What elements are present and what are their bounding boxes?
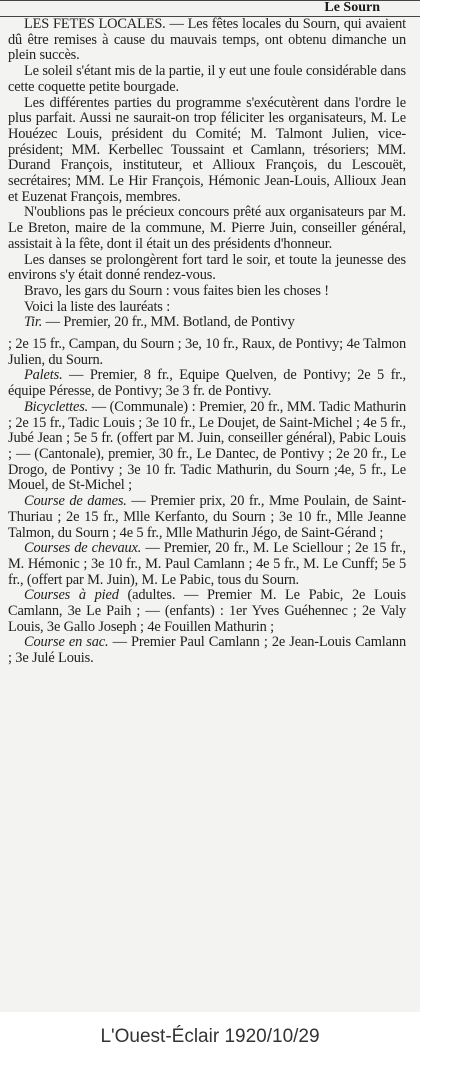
prize-chevaux: Courses de chevaux. — Premier, 20 fr., M. Le Sciellour ; 2e 15 fr., M. Hémonic ; 3e 10 fr., M. Paul Camlann ; 4e 5 fr., M. Le Cunff; 5e 5 fr., (offert par M. Juin), M. Le Pabic, tous du Sourn.	[8, 540, 406, 588]
paragraph: Les danses se prolongèrent fort tard le soir, et toute la jeunesse des environs s'y était donné rendez-vous.	[8, 251, 406, 284]
paragraph: N'oublions pas le précieux concours prêté aux organisateurs par M. Le Breton, maire de la commune, M. Pierre Juin, conseiller général, assistait à la fête, dont il était un des présidents d'honneur.	[8, 204, 406, 252]
paragraph: Le soleil s'étant mis de la partie, il y eut une foule considérable dans cette coquette petite bourgade.	[8, 63, 406, 95]
article-heading: LES FETES LOCALES.	[24, 16, 166, 32]
prize-tir: Tir. — Premier, 20 fr., MM. Botland, de Pontivy	[24, 314, 295, 331]
prize-sac: Course en sac. — Premier Paul Camlann ; 2e Jean-Louis Camlann ; 3e Julé Louis.	[8, 634, 406, 667]
paragraph: Bravo, les gars du Sourn : vous faites bien les choses !	[24, 282, 329, 299]
prize-dames: Course de dames. — Premier prix, 20 fr., Mme Poulain, de Saint-Thuriau ; 2e 15 fr., Mlle Kerfanto, du Sourn ; 3e 10 fr., Mlle Jeanne Talmon, du Sourn ; 4e 5 fr., Mlle Mathurin Jégo, de Saint-Gérand ;	[8, 493, 406, 541]
source-caption: L'Ouest-Éclair 1920/10/29	[100, 1026, 320, 1047]
paragraph: Les différentes parties du programme s'exécutèrent dans l'ordre le plus parfait. Aussi ne saurait-on trop féliciter les organisateurs, M. Le Houézec Louis, président du Comité; M. Talmont Julien, vice-président; MM. Kerbellec Toussaint et Camlann, trésoriers; MM. Durand François, instituteur, et Allioux François, du Lescouët, secrétaires; MM. Le Hir François, Hémonic Jean-Louis, Allioux Jean et Euzenat François, membres.	[8, 94, 406, 205]
article-body	[8, 17, 406, 667]
paragraph-intro: LES FETES LOCALES. — Les fêtes locales du Sourn, qui avaient dû être remises à cause du mauvais temps, ont obtenu dimanche un plein succès.	[8, 16, 406, 64]
section-header: Le Sourn	[324, 0, 380, 15]
prize-pied: Courses à pied (adultes. — Premier M. Le Pabic, 2e Louis Camlann, 3e Le Paih ; — (enfants) : 1er Yves Guéhennec ; 2e Valy Louis, 3e Gallo Joseph ; 4e Fouillen Mathurin ;	[8, 587, 406, 635]
paragraph: Voici la liste des lauréats :	[24, 298, 171, 315]
prize-palets: Palets. — Premier, 8 fr., Equipe Quelven, de Pontivy; 2e 5 fr., équipe Péresse, de Pontivy; 3e 3 fr. de Pontivy.	[8, 367, 406, 400]
prize-bicyclettes: Bicyclettes. — (Communale) : Premier, 20 fr., MM. Tadic Mathurin ; 2e 15 fr., Tadic Louis ; 3e 10 fr., Le Doujet, de Saint-Michel ; 4e 5 fr., Jubé Jean ; 5e 5 fr. (offert par M. Juin, conseiller général), Pabic Louis ; — (Cantonale), premier, 30 fr., Le Dantec, de Pontivy ; 2e 20 fr., Le Drogo, de Pontivy ; 3e 10 fr. Tadic Mathurin, du Sourn ;4e, 5 fr., Le Mouel, de St-Michel ;	[8, 398, 406, 494]
prize-tir-continued: ; 2e 15 fr., Campan, du Sourn ; 3e, 10 fr., Raux, de Pontivy; 4e Talmon Julien, du Sourn.	[8, 336, 406, 368]
